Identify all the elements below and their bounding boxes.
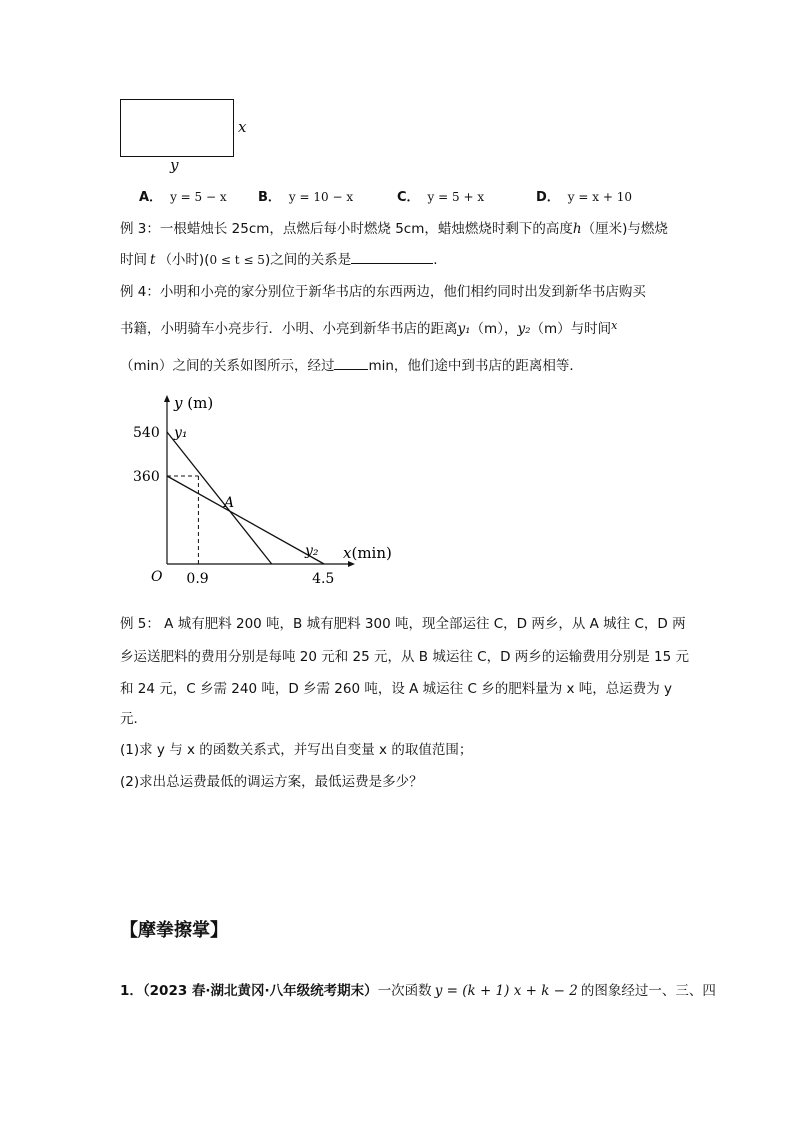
rect-side-label: x (238, 118, 247, 136)
choice-b: B． y = 10 − x (258, 190, 354, 205)
ex4-line2: 书籍，小明骑车小亮步行．小明、小亮到新华书店的距离y₁（m），y₂（m）与时间$^x$ (120, 319, 618, 337)
ex5-line1: 例 5： A 城有肥料 200 吨，B 城有肥料 300 吨，现全部运往 C，D 两乡，从 A 城往 C，D 两 (120, 616, 686, 632)
choice-c: C． y = 5 + x (397, 190, 485, 205)
origin-label: O (151, 569, 163, 585)
x-tick-label: 4.5 (312, 571, 335, 587)
choice-d: D． y = x + 10 (536, 190, 632, 205)
ex3-line1: 例 3：一根蜡烛长 25cm，点燃后每小时燃烧 5cm，蜡烛燃烧时剩下的高度h（厘米)与燃烧 (120, 221, 668, 237)
series-label-y1: y₁ (174, 425, 188, 441)
y-tick-label: 360 (133, 469, 160, 485)
choice-a: A． y = 5 − x (139, 190, 227, 205)
y-tick-label: 540 (133, 425, 160, 441)
rectangle-figure (120, 99, 234, 157)
ex5-line4: 元． (120, 711, 147, 727)
rect-bottom-label: y (170, 156, 179, 174)
distance-time-chart (120, 388, 410, 593)
series-line-y1 (167, 432, 272, 564)
ex3-line2: 时间 t （小时)(0 ≤ t ≤ 5)之间的关系是 . (120, 252, 438, 268)
ex4-line1: 例 4：小明和小亮的家分别位于新华书店的东西两边，他们相约同时出发到新华书店购买 (120, 284, 646, 300)
y-axis-label: y (m) (174, 394, 214, 412)
series-label-y2: y₂ (305, 543, 319, 559)
ex5-question-2: (2)求出总运费最低的调运方案，最低运费是多少？ (120, 774, 423, 790)
ex5-line2: 乡运送肥料的费用分别是每吨 20 元和 25 元，从 B 城运往 C，D 两乡的运输费用分别是 15 元 (120, 649, 690, 665)
x-axis-label: x(min) (343, 544, 392, 562)
intersection-label: A (224, 495, 235, 511)
ex5-question-1: (1)求 y 与 x 的函数关系式，并写出自变量 x 的取值范围； (120, 742, 473, 758)
ex4-line3: （min）之间的关系如图所示，经过 min，他们途中到书店的距离相等． (120, 358, 583, 374)
series-line-y2 (167, 476, 324, 564)
section-title: 【摩拳擦掌】 (120, 920, 228, 941)
ex5-line3: 和 24 元，C 乡需 240 吨，D 乡需 260 吨，设 A 城运往 C 乡的肥料量为 x 吨，总运费为 y (120, 681, 673, 697)
question-1: 1．（2023 春·湖北黄冈·八年级统考期末）一次函数 y = (k + 1) x + k − 2 的图象经过一、三、四 (120, 983, 716, 999)
y-axis-arrow (164, 395, 170, 402)
answer-blank[interactable] (334, 369, 368, 370)
x-tick-label: 0.9 (186, 571, 209, 587)
answer-blank[interactable] (351, 263, 433, 264)
